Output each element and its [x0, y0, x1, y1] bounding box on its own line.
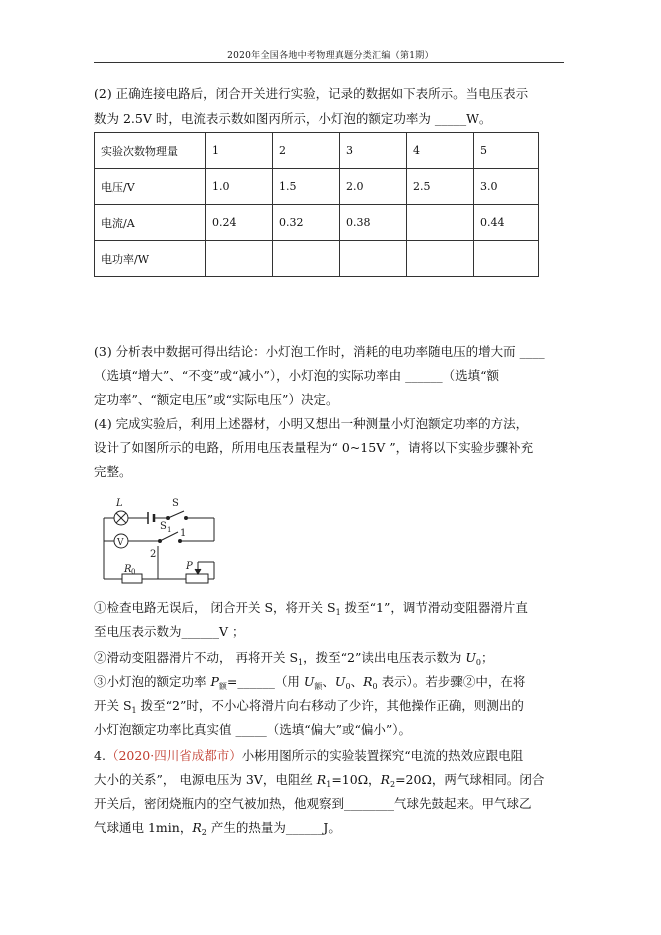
- step2-text-a: ②滑动变阻器滑片不动， 再将开关 S: [94, 650, 299, 665]
- q5-line4: [94, 816, 568, 844]
- q4-line1: (4) 完成实验后，利用上述器材，小明又想出一种测量小灯泡额定功率的方法，: [94, 416, 529, 431]
- table-cell: 电压/V: [95, 169, 206, 205]
- q5-line3: 开关后，密闭烧瓶内的空气被加热，他观察到________气球先鼓起来。甲气球乙: [94, 796, 532, 811]
- q5-number: 4.: [94, 748, 106, 763]
- step3-p-sub: 额: [218, 682, 227, 691]
- q4-line3: 完整。: [94, 464, 132, 479]
- step3-u-sub: 额: [314, 682, 323, 691]
- q5-line1: [94, 744, 568, 767]
- step3-line2-sub: 1: [131, 706, 137, 715]
- table-row: [95, 169, 539, 205]
- q3-line1: (3) 分析表中数据可得出结论：小灯泡工作时，消耗的电功率随电压的增大而 ____: [94, 344, 545, 359]
- step3-text-b: =______（用: [226, 674, 304, 689]
- step3-line2-b: 拨至“2”时，不小心将滑片向右移动了少许，其他操作正确，则测出的: [136, 698, 524, 713]
- contact-1-label: 1: [180, 528, 187, 539]
- step3-line2-a: 开关 S: [94, 698, 132, 713]
- table-cell: [407, 241, 474, 277]
- lamp-label: L: [116, 498, 123, 509]
- q5-line2-b: =10Ω，: [331, 772, 381, 787]
- table-cell: 4: [407, 133, 474, 169]
- step1-line2: 至电压表示数为______V ；: [94, 624, 245, 639]
- q5-r1-sub: 1: [326, 780, 332, 789]
- table-cell: 实验次数物理量: [95, 133, 206, 169]
- table-cell: 0.38: [340, 205, 407, 241]
- step3-text-d: 、: [350, 674, 364, 689]
- table-cell: [206, 241, 273, 277]
- q3-line2: （选填“增大”、“不变”或“减小”），小灯泡的实际功率由 ______（选填“额: [94, 368, 499, 383]
- step3-r: R: [363, 674, 373, 689]
- step3-u0-sub: 0: [345, 682, 351, 691]
- page-header: 2020年全国各地中考物理真题分类汇编（第1期）: [227, 51, 434, 61]
- step3-p: P: [210, 674, 219, 689]
- step1-text-b: 拨至“1”，调节滑动变阻器滑片直: [340, 600, 528, 615]
- q5-r2b: R: [192, 820, 202, 835]
- q5-line2-a: 大小的关系”， 电源电压为 3V，电阻丝: [94, 772, 317, 787]
- step2-text-b: ，拨至“2”读出电压表示数为: [303, 650, 466, 665]
- q2-line2: 数为 2.5V 时，电流表示数如图丙所示，小灯泡的额定功率为 _____W。: [94, 111, 492, 126]
- q5-r2: R: [380, 772, 390, 787]
- table-cell: 1: [206, 133, 273, 169]
- table-cell: [407, 205, 474, 241]
- voltmeter-label: V: [117, 538, 124, 548]
- q5-r1: R: [316, 772, 327, 787]
- step1-text-a: ①检查电路无误后， 闭合开关 S，将开关 S: [94, 600, 336, 615]
- table-cell: 0.24: [206, 205, 273, 241]
- step3-u: U: [303, 674, 315, 689]
- table-cell: 1.0: [206, 169, 273, 205]
- step1-sub: 1: [335, 608, 341, 617]
- q3-line3: 定功率”、“额定电压”或“实际电压”）决定。: [94, 392, 339, 407]
- table-cell: 2: [273, 133, 340, 169]
- step2-u: U: [465, 650, 476, 665]
- table-cell: [340, 241, 407, 277]
- contact-2-label: 2: [150, 549, 157, 560]
- table-row: [95, 241, 539, 277]
- table-cell: 0.44: [474, 205, 539, 241]
- q5-line4-b: 产生的热量为______J。: [206, 820, 341, 835]
- q5-source: （2020·四川省成都市）: [105, 748, 242, 763]
- q2-line1: (2) 正确连接电路后，闭合开关进行实验，记录的数据如下表所示。当电压表示: [94, 86, 529, 101]
- table-cell: 3.0: [474, 169, 539, 205]
- step3-u0: U: [334, 674, 346, 689]
- r0-label: R: [124, 564, 132, 575]
- table-cell: 5: [474, 133, 539, 169]
- step3-text-a: ③小灯泡的额定功率: [94, 674, 211, 689]
- step3-line3: 小灯泡额定功率比真实值 _____（选填“偏大”或“偏小”）。: [94, 722, 412, 737]
- switch-s1-label: S: [160, 521, 167, 532]
- step3-r-sub: 0: [372, 682, 378, 691]
- switch-s-label: S: [172, 498, 179, 509]
- slider-p-label: P: [186, 561, 193, 572]
- table-cell: 2.0: [340, 169, 407, 205]
- q5-r2b-sub: 2: [201, 828, 207, 837]
- step2-u-sub: 0: [475, 658, 481, 667]
- q4-line2: 设计了如图所示的电路，所用电压表量程为“ 0~15V ”，请将以下实验步骤补充: [94, 440, 534, 455]
- q5-r2-sub: 2: [389, 780, 396, 789]
- table-header-row: [95, 133, 539, 169]
- table-cell: 电功率/W: [95, 241, 206, 277]
- step2-text-c: ；: [480, 650, 494, 665]
- circuit-diagram: [96, 492, 220, 588]
- table-cell: 2.5: [407, 169, 474, 205]
- q5-line1-text: 小彬用图所示的实验装置探究“电流的热效应跟电阻: [241, 748, 524, 763]
- table-cell: 1.5: [273, 169, 340, 205]
- q5-line2-c: =20Ω，两气球相同。闭合: [395, 772, 545, 787]
- r0-sub: 0: [131, 568, 136, 576]
- step2-sub: 1: [298, 658, 304, 667]
- table-cell: [273, 241, 340, 277]
- table-cell: 电流/A: [95, 205, 206, 241]
- step3-text-e: 表示）。若步骤②中，在将: [377, 674, 526, 689]
- table-cell: 3: [340, 133, 407, 169]
- table-cell: [474, 241, 539, 277]
- step3-text-c: 、: [322, 674, 335, 689]
- q5-line4-a: 气球通电 1min，: [94, 820, 193, 835]
- header-divider: [94, 62, 564, 63]
- table-row: [95, 205, 539, 241]
- table-cell: 0.32: [273, 205, 340, 241]
- data-table: [94, 132, 539, 277]
- switch-s1-sub: 1: [167, 526, 172, 534]
